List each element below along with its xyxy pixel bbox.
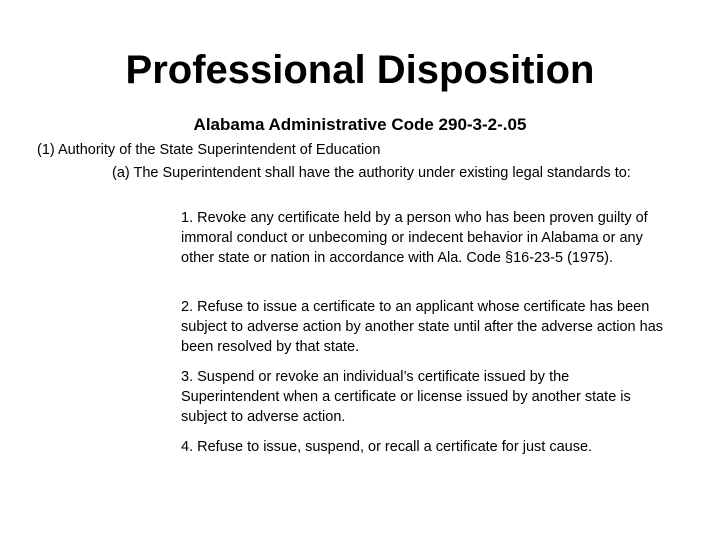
subsection-text: (a) The Superintendent shall have the authority under existing legal standards to: — [112, 165, 631, 181]
code-reference: Alabama Administrative Code 290-3-2-.05 — [193, 115, 527, 134]
list-item: 4. Refuse to issue, suspend, or recall a certificate for just cause. — [181, 439, 593, 455]
slide-title: Professional Disposition — [125, 48, 595, 92]
section-heading: (1) Authority of the State Superintendent of Education — [37, 142, 381, 158]
list-item: 3. Suspend or revoke an individual’s certificate issued by the Superintendent when a certificate or license issued by another state is subject to adverse action. — [181, 369, 631, 425]
list-item: 1. Revoke any certificate held by a person who has been proven guilty of immoral conduct or unbecoming or indecent behavior in Alabama or any other state or nation in accordance with Ala. Code §16-23-5 (1975). — [181, 210, 648, 266]
list-item: 2. Refuse to issue a certificate to an applicant whose certificate has been subject to adverse action by another state until after the adverse action has been resolved by that state. — [181, 299, 664, 355]
